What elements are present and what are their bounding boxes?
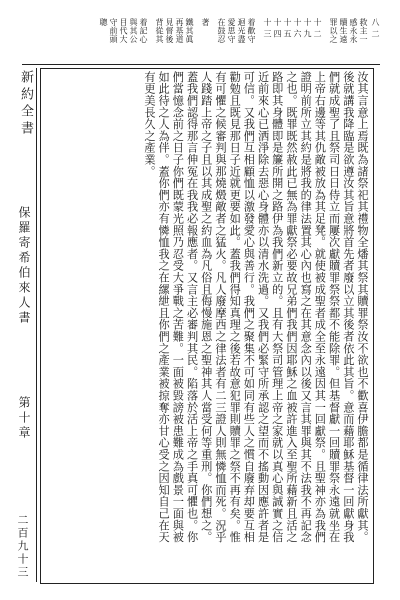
note-col: 背從其 [155,18,164,44]
note-col: 目代大 [119,18,128,44]
note-col: 在鼓忍 [217,18,226,44]
note-col: 再基道 [175,18,184,44]
note-col: 迴光盡 [237,18,246,44]
note-col: 聰 [99,18,108,27]
note-col: 着記心 [139,18,148,44]
note-col: 罪以之 [329,18,338,44]
cross-reference-notes [22,14,380,65]
scripture-body: 汝其言意上焉既為諸祭祀其禮物全燔其祭其贖罪祭汝不欲也不歡喜伊膽都是循律法所獻其。後就講我降臨是欲遵汝其旨意將首先者廢以立其後者依此其旨。意而藉耶穌基督一回獻身我們就成聖了且祭司日日侍立而屢次獻贖罪祭祭都不能除罪。但基督獻一回贖罪祭永遠就坐在上帝右邊等其仇敵被放為其足凳。就使被成聖者成全至永遠因其一回獻祭。且聖神亦為我們證明前所立其約是將我的律法置其心內也寫之在其意念內以後又言其罪與其不法我不再記念之也。既罪既然赦此已無為罪獻祭必要故兄弟們我們因耶穌之血被許進入至聖所藉新且活之路即其身體即是簾所開之路伊為我們新立的。且有大祭司管理上帝之家就以真心與誠實之信近前來心已洒淨除去惡心身體亦以清水洗過。又我們必緊守所承認之望而不搖動因應許者是可信。又我們互相顧恤以激發愛心與善行。我們之聚集不可如同有些人之慣自廢弃却要互相勸勉且既見那日子近就更要如此。蓋我們得知真理之後若故意犯罪則贖罪之祭不再有矣。惟有可懼之候審判與那燒燬敵者之猛火。凡人廢摩西之律法者有二三證人則無憐恤而死。況乎人踐踏上帝之子且以其成聖之約血為凡俗且侮慢施恩之聖神其人當受何等重刑。你們想之。蓋我們認得那言伸冤在我我必報應者。又言主必審判其民。陷落於活上帝之手真可懼也。你們當憶念前之日子你們既蒙光照乃忍受大爭戰之苦難。一面被毀謗被患難成為戲景一面與被如此待之人為伴。蓋你們亦有憐恤我之在縲紲且你們之產業被掠奪亦甘心受之因知自己在天有更美長久之產業。 [142,71,369,543]
epistle-title: 保羅寄希伯來人書 [17,206,31,326]
note-col: 守前頭 [109,18,118,44]
book-title: 新約全書 [18,70,33,138]
note-col: 十 五 [283,18,292,39]
note-col: 救主一 [359,18,368,44]
page-number: 二百九十三 [16,514,29,579]
note-col: 十 九 [303,18,312,39]
note-col: 着歡守 [247,18,256,44]
note-col: 十 六 [293,18,302,39]
book-page [8,6,392,594]
note-col: 感永永 [349,18,358,44]
note-col: 十 二 [313,18,322,39]
note-col: 贖生遠 [339,18,348,44]
text-frame [40,68,374,584]
note-col: 與其公 [129,18,138,44]
note-col: 見督後 [165,18,174,44]
margin-divider [36,68,37,582]
note-col: 十 三 [263,18,272,39]
note-col: 愛思守 [227,18,236,44]
note-col: 鐵其眞 [185,18,194,44]
note-col: 八 二 [371,18,380,39]
chapter-label: 第十章 [17,396,31,441]
note-col: 十 四 [273,18,282,39]
note-col: 著 [201,18,210,27]
